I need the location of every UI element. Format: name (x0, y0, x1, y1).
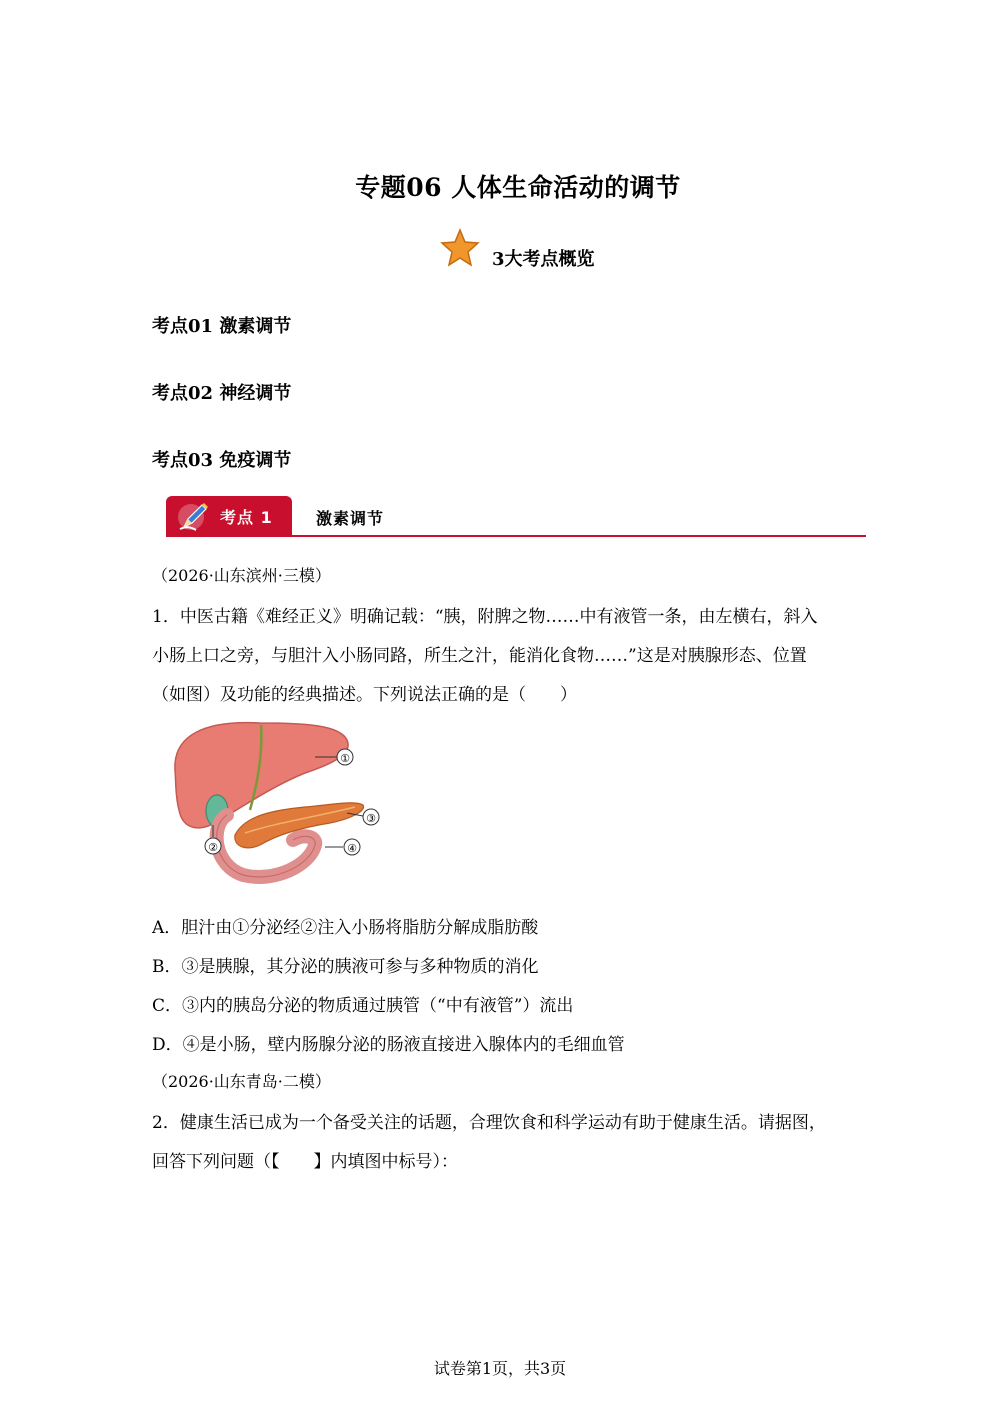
key-point-2: 考点02 神经调节 (152, 383, 292, 404)
q1-stem-line-3: （如图）及功能的经典描述。下列说法正确的是（ ） (152, 685, 577, 705)
page-title: 专题06 人体生命活动的调节 (355, 173, 681, 202)
star-icon (440, 228, 480, 268)
section-name: 激素调节 (316, 509, 385, 528)
key-point-3: 考点03 免疫调节 (152, 450, 292, 471)
q1-option-b: B．③是胰腺，其分泌的胰液可参与多种物质的消化 (152, 957, 539, 977)
pencil-icon (176, 499, 212, 533)
svg-text:②: ② (208, 841, 218, 854)
figure-label-1 (337, 749, 353, 765)
q1-option-d: D．④是小肠，壁内肠腺分泌的肠液直接进入腺体内的毛细血管 (152, 1035, 625, 1055)
svg-text:④: ④ (347, 842, 357, 855)
svg-text:③: ③ (366, 812, 376, 825)
q1-source: （2026·山东滨州·三模） (152, 566, 331, 585)
overview-label: 3大考点概览 (492, 249, 595, 270)
digestive-organs-figure (165, 715, 390, 885)
section-banner (166, 496, 866, 538)
q1-stem-line-1: 1．中医古籍《难经正义》明确记载：“胰，附脾之物……中有液管一条，由左横右，斜入 (152, 607, 818, 627)
q2-stem-line-2: 回答下列问题（【 】内填图中标号）： (152, 1152, 458, 1172)
svg-text:①: ① (340, 752, 350, 765)
section-tab-label: 考点 1 (220, 508, 273, 527)
section-tab (166, 496, 292, 536)
figure-label-2 (205, 838, 221, 854)
figure-label-3 (363, 809, 379, 825)
page-footer: 试卷第1页，共3页 (433, 1359, 567, 1378)
q1-option-c: C．③内的胰岛分泌的物质通过胰管（“中有液管”）流出 (152, 996, 574, 1016)
q1-option-a: A．胆汁由①分泌经②注入小肠将脂肪分解成脂肪酸 (152, 918, 539, 938)
q2-source: （2026·山东青岛·二模） (152, 1072, 331, 1091)
q1-stem-line-2: 小肠上口之旁，与胆汁入小肠同路，所生之汁，能消化食物……”这是对胰腺形态、位置 (152, 646, 807, 666)
key-point-1: 考点01 激素调节 (152, 316, 292, 337)
figure-label-4 (344, 839, 360, 855)
q2-stem-line-1: 2．健康生活已成为一个备受关注的话题，合理饮食和科学运动有助于健康生活。请据图， (152, 1113, 826, 1133)
section-underline (166, 535, 866, 537)
